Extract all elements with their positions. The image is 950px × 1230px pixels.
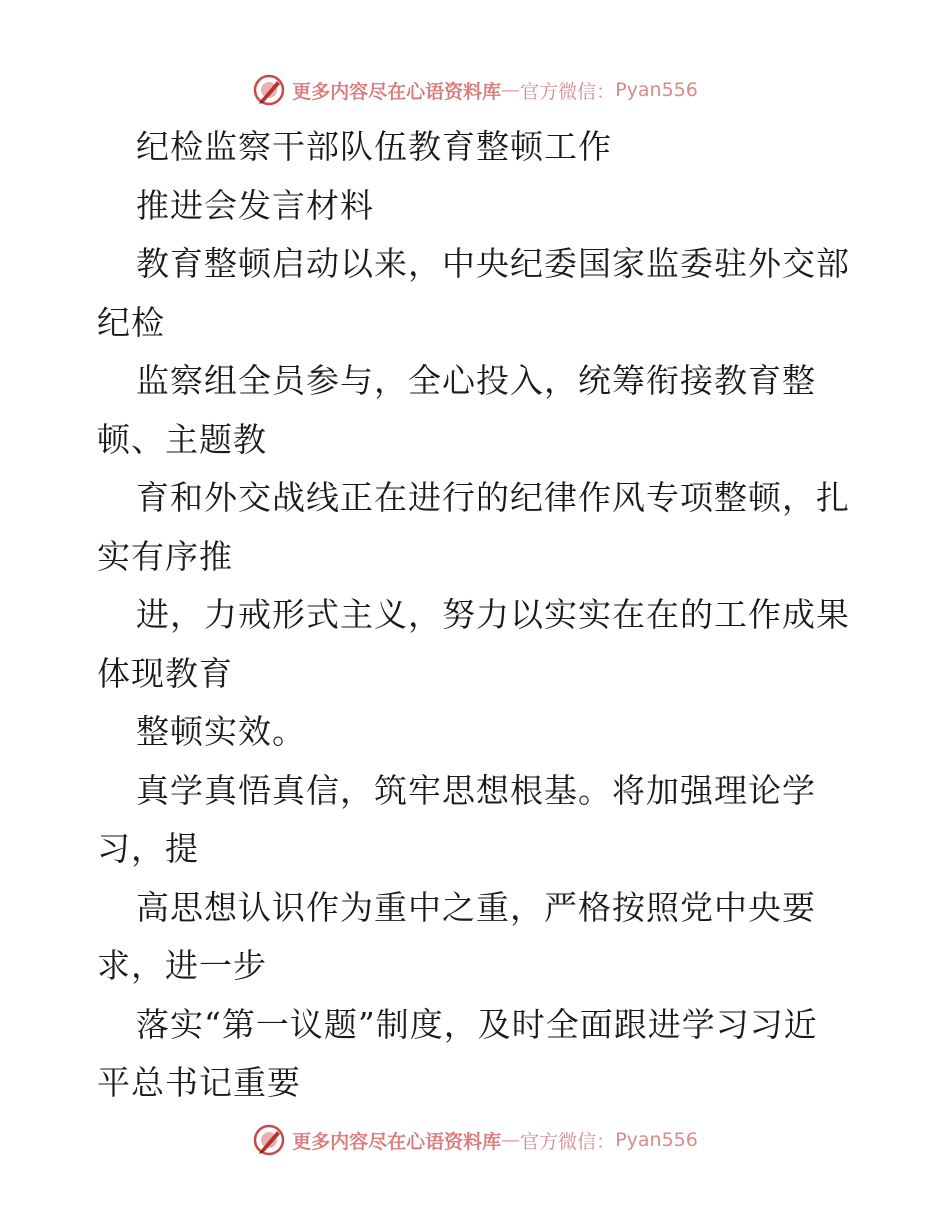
text-line: 教育整顿启动以来，中央纪委国家监委驻外交部: [136, 244, 850, 283]
text-line: 监察组全员参与，全心投入，统筹衔接教育整: [136, 361, 816, 400]
watermark-dash: —: [501, 1129, 521, 1151]
text-line: 实有序推: [97, 536, 233, 576]
header-watermark: [0, 70, 950, 110]
text-line: 落实“第一议题”制度，及时全面跟进学习习近: [136, 1004, 818, 1044]
watermark-wechat-label: 官方微信：: [520, 80, 616, 103]
watermark-wechat-id: Pyan556: [615, 79, 698, 101]
text-line: 整顿实效。: [136, 712, 306, 751]
text-line: 推进会发言材料: [136, 185, 374, 225]
document-body: [97, 118, 857, 1113]
text-line: 平总书记重要: [97, 1063, 301, 1102]
text-line: 求，进一步: [97, 946, 267, 985]
text-line: 进，力戒形式主义，努力以实实在在的工作成果: [136, 595, 850, 634]
text-line: 顿、主题教: [97, 419, 267, 459]
text-line: 纪检监察干部队伍教育整顿工作: [136, 127, 612, 166]
pen-seal-icon: [252, 1123, 286, 1157]
text-line: 纪检: [97, 302, 165, 342]
text-line: 高思想认识作为重中之重，严格按照党中央要: [136, 887, 816, 927]
watermark-brand: 更多内容尽在心语资料库: [292, 80, 502, 103]
watermark-brand: 更多内容尽在心语资料库: [292, 1130, 502, 1153]
watermark-dash: —: [501, 79, 521, 101]
footer-watermark: [0, 1120, 950, 1160]
text-line: 育和外交战线正在进行的纪律作风专项整顿，扎: [136, 478, 850, 517]
watermark-wechat-label: 官方微信：: [520, 1130, 616, 1153]
text-line: 习，提: [97, 829, 199, 868]
text-line: 真学真悟真信，筑牢思想根基。将加强理论学: [136, 770, 816, 810]
text-line: 体现教育: [97, 653, 233, 693]
watermark-wechat-id: Pyan556: [615, 1129, 698, 1151]
pen-seal-icon: [252, 73, 286, 107]
